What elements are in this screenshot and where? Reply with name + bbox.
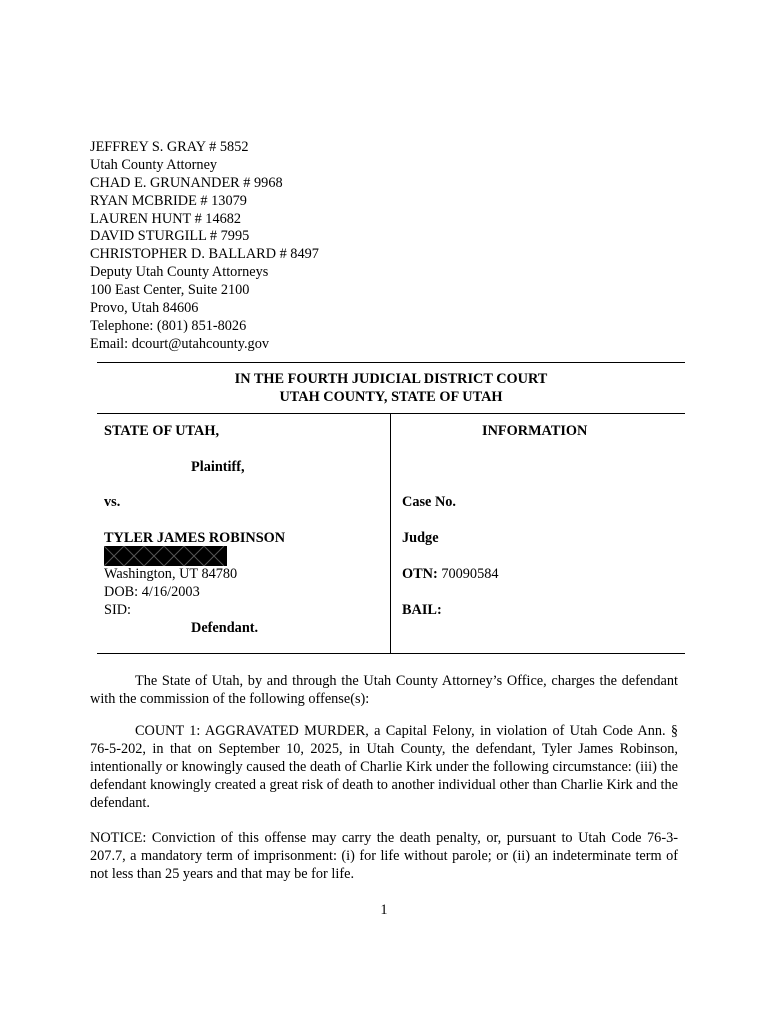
document-title: INFORMATION	[482, 423, 588, 439]
plaintiff-label: Plaintiff,	[191, 459, 245, 475]
defendant-name: TYLER JAMES ROBINSON	[104, 530, 286, 546]
court-name: IN THE FOURTH JUDICIAL DISTRICT COURT	[234, 371, 548, 387]
counsel-line: JEFFREY S. GRAY # 5852	[90, 139, 249, 155]
defendant-sid: SID:	[104, 602, 132, 618]
count-1-paragraph: COUNT 1: AGGRAVATED MURDER, a Capital Felony, in violation of Utah Code Ann. § 76-5-202, in that on September 10, 2025, in Utah County, the defendant, Tyler James Robinson, intentionally or knowingly caused the death of Charlie Kirk under the following circumstance: (iii) the defendant knowingly created a great risk of death to another individual other than Charlie Kirk and the defendant.	[90, 723, 678, 811]
caption-bottom-rule	[97, 653, 685, 654]
counsel-line: Email: dcourt@utahcounty.gov	[90, 335, 269, 352]
counsel-line: RYAN MCBRIDE # 13079	[90, 192, 247, 209]
defendant-dob: DOB: 4/16/2003	[104, 584, 200, 600]
court-county: UTAH COUNTY, STATE OF UTAH	[279, 389, 503, 405]
plaintiff-name: STATE OF UTAH,	[104, 423, 220, 439]
bail-label: BAIL:	[402, 602, 442, 618]
otn-value: 70090584	[437, 566, 499, 582]
versus-label: vs.	[104, 494, 121, 510]
judge-label: Judge	[402, 530, 439, 546]
counsel-line: Telephone: (801) 851-8026	[90, 317, 247, 334]
counsel-line: Provo, Utah 84606	[90, 300, 199, 317]
counsel-line: CHAD E. GRUNANDER # 9968	[90, 174, 283, 191]
defendant-label: Defendant.	[191, 620, 259, 636]
caption-top-rule	[97, 413, 685, 414]
counsel-block	[90, 139, 319, 354]
counsel-line: Utah County Attorney	[90, 156, 218, 173]
counsel-line: 100 East Center, Suite 2100	[90, 282, 250, 299]
otn-field	[402, 565, 499, 583]
notice-paragraph: NOTICE: Conviction of this offense may carry the death penalty, or, pursuant to Utah Code 76-3-207.7, a mandatory term of imprisonment: (i) for life without parole; or (ii) an indeterminate term of not less than 25 years and that may be for life.	[90, 830, 678, 882]
intro-paragraph: The State of Utah, by and through the Utah County Attorney’s Office, charges the defendant with the commission of the following offense(s):	[90, 673, 678, 707]
redaction-pattern	[104, 546, 227, 566]
page-number: 1	[380, 902, 388, 918]
case-number-label: Case No.	[402, 494, 457, 510]
court-heading-top-rule	[97, 362, 685, 363]
counsel-line: LAUREN HUNT # 14682	[90, 210, 242, 227]
counsel-line: Deputy Utah County Attorneys	[90, 264, 269, 281]
otn-label: OTN:	[402, 566, 438, 582]
redaction-block	[104, 546, 227, 566]
counsel-line: CHRISTOPHER D. BALLARD # 8497	[90, 246, 319, 263]
caption-divider	[390, 414, 391, 654]
defendant-address: Washington, UT 84780	[104, 566, 238, 582]
court-heading	[97, 370, 685, 406]
counsel-line: DAVID STURGILL # 7995	[90, 228, 250, 245]
